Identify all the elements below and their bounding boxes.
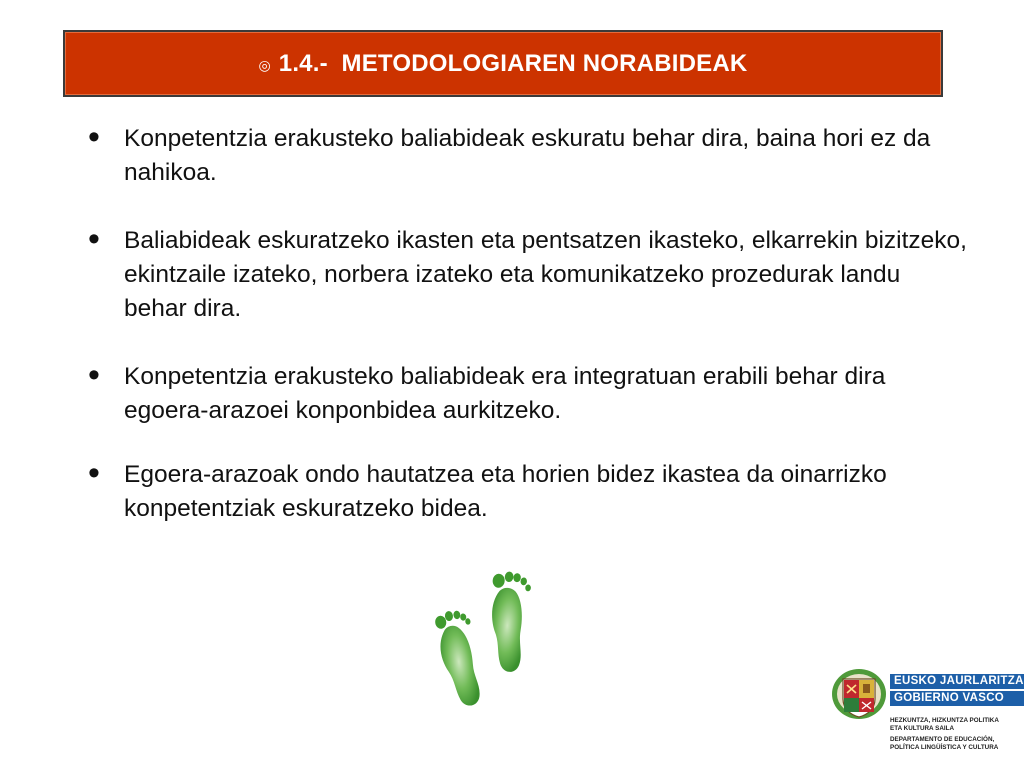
bullet-list <box>88 118 968 560</box>
department-line: DEPARTAMENTO DE EDUCACIÓN, <box>890 736 995 743</box>
department-name-basque <box>890 717 999 732</box>
left-footprint-icon <box>434 608 482 709</box>
bullet-text: Baliabideak eskuratzeko ikasten eta pentsatzen ikasteko, elkarrekin bizitzeko, ekintzaile izateko, norbera izateko eta komunikatzeko prozedurak landu behar dira. <box>124 227 967 322</box>
department-line: POLÍTICA LINGÜÍSTICA Y CULTURA <box>890 743 999 751</box>
list-item <box>88 220 968 326</box>
title-banner <box>63 30 943 97</box>
list-item <box>88 118 968 190</box>
bullet-text: Konpetentzia erakusteko baliabideak eskuratu behar dira, baina hori ez da nahikoa. <box>124 125 931 186</box>
list-item <box>88 356 968 428</box>
bullet-text: Konpetentzia erakusteko baliabideak era integratuan erabili behar dira egoera-arazoei konponbidea aurkitzeko. <box>124 363 886 424</box>
coat-of-arms-icon <box>830 665 888 721</box>
list-item <box>88 454 968 526</box>
bullet-icon: • <box>88 356 100 394</box>
department-line: ETA KULTURA SAILA <box>890 724 955 732</box>
department-line: HEZKUNTZA, HIZKUNTZA POLITIKA <box>890 717 999 724</box>
department-name-spanish <box>890 736 998 751</box>
bullet-icon: • <box>88 220 100 258</box>
footprints-icon <box>420 566 545 716</box>
bullet-text: Egoera-arazoak ondo hautatzea eta horien bidez ikastea da oinarrizko konpetentziak eskuratzeko bidea. <box>124 461 887 522</box>
right-footprint-icon <box>483 570 532 673</box>
title-mark-icon: ◎ <box>258 57 271 73</box>
government-logo <box>828 663 1024 763</box>
logo-line-eusko-jaurlaritza: EUSKO JAURLARITZA <box>890 674 1024 689</box>
logo-line-gobierno-vasco: GOBIERNO VASCO <box>890 691 1024 706</box>
bullet-icon: • <box>88 118 100 156</box>
slide-title: 1.4.- METODOLOGIAREN NORABIDEAK <box>278 49 748 77</box>
bullet-icon: • <box>88 454 100 492</box>
